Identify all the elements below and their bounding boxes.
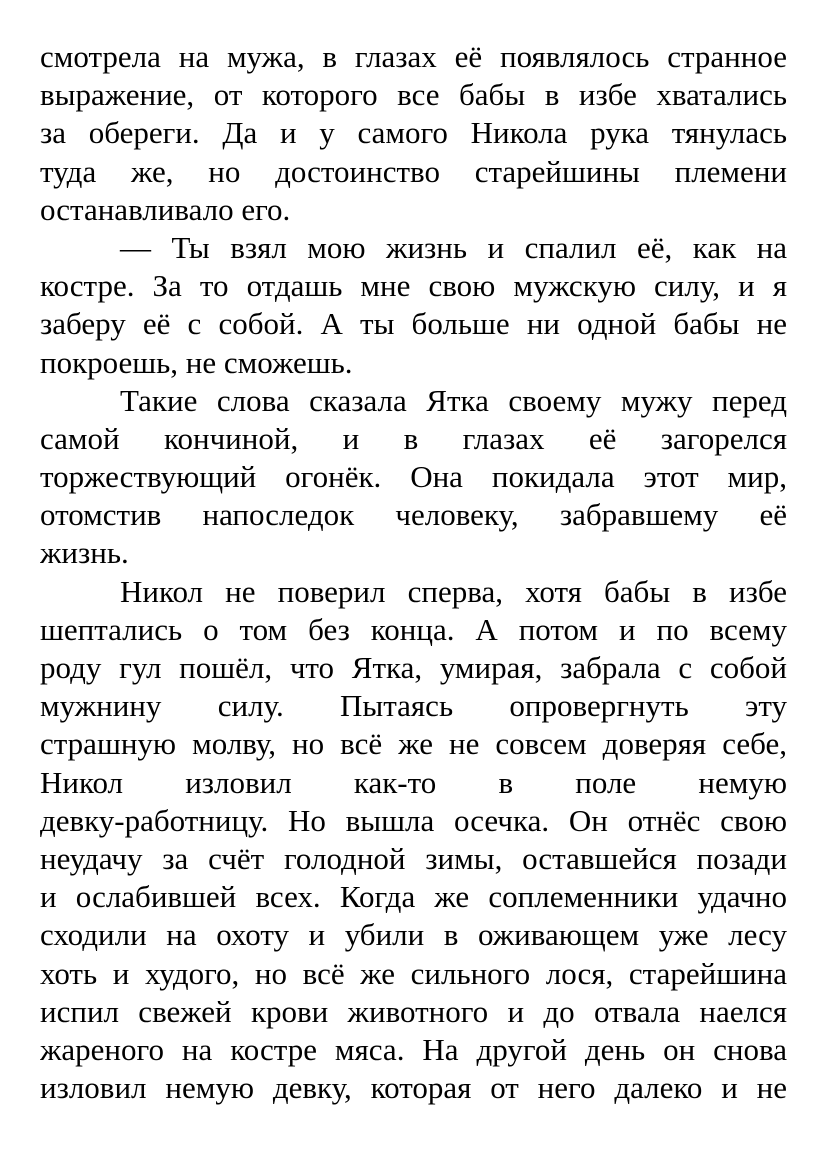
text-line: отомстив напоследок человеку, забравшему её bbox=[40, 497, 787, 533]
text-line: туда же, но достоинство старейшины племени bbox=[40, 153, 787, 189]
text-line: жареного на костре мяса. На другой день он снова bbox=[40, 1031, 787, 1067]
text-line: смотрела на мужа, в глазах её появлялось странное bbox=[40, 39, 787, 74]
text-line: испил свежей крови животного и до отвала наелся bbox=[40, 993, 787, 1029]
text-line: сходили на охоту и убили в оживающем уже лесу bbox=[40, 917, 787, 953]
paragraph-1 bbox=[40, 38, 787, 229]
text-line: неудачу за счёт голодной зимы, оставшейся позади bbox=[40, 840, 787, 876]
paragraph-3 bbox=[40, 382, 787, 573]
text-line: заберу её с собой. А ты больше ни одной бабы не bbox=[40, 306, 787, 342]
text-line: и ослабившей всех. Когда же соплеменники удачно bbox=[40, 879, 787, 915]
text-line: девку-работницу. Но вышла осечка. Он отнёс свою bbox=[40, 802, 787, 838]
document-page bbox=[40, 38, 787, 1107]
text-line: покроешь, не сможешь. bbox=[40, 344, 353, 380]
text-line: мужнину силу. Пытаясь опровергнуть эту bbox=[40, 688, 787, 724]
text-line: Никол изловил как-то в поле немую bbox=[40, 764, 787, 800]
paragraph-2 bbox=[40, 229, 787, 382]
text-line: Никол не поверил сперва, хотя бабы в избе bbox=[120, 573, 787, 609]
text-line: торжествующий огонёк. Она покидала этот мир, bbox=[40, 459, 787, 495]
text-line: Такие слова сказала Ятка своему мужу перед bbox=[120, 382, 787, 418]
text-line: самой кончиной, и в глазах её загорелся bbox=[40, 420, 787, 456]
text-line: жизнь. bbox=[40, 535, 129, 571]
text-line: изловил немую девку, которая от него далеко и не bbox=[40, 1070, 787, 1106]
text-line: останавливало его. bbox=[40, 191, 291, 227]
paragraph-4 bbox=[40, 573, 787, 1108]
text-line: страшную молву, но всё же не совсем доверяя себе, bbox=[40, 726, 787, 762]
text-line: — Ты взял мою жизнь и спалил её, как на bbox=[120, 229, 787, 265]
text-line: шептались о том без конца. А потом и по всему bbox=[40, 611, 787, 647]
text-line: хоть и худого, но всё же сильного лося, старейшина bbox=[40, 955, 787, 991]
text-line: костре. За то отдашь мне свою мужскую силу, и я bbox=[40, 268, 787, 304]
text-line: роду гул пошёл, что Ятка, умирая, забрала с собой bbox=[40, 650, 787, 685]
text-line: выражение, от которого все бабы в избе хватались bbox=[40, 77, 787, 113]
text-line: за обереги. Да и у самого Никола рука тянулась bbox=[40, 115, 787, 151]
